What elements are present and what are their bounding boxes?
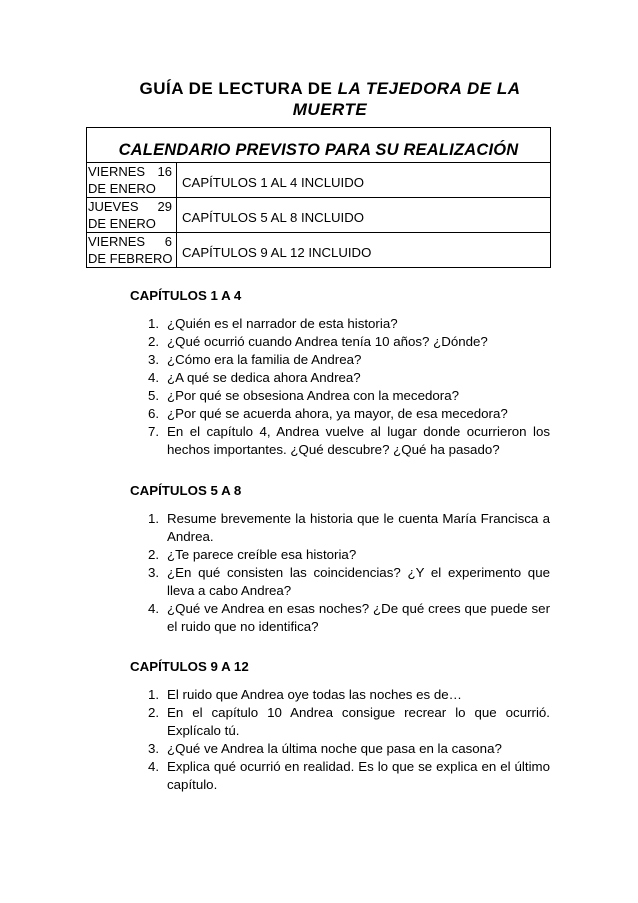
question-item bbox=[130, 704, 550, 740]
question-text: ¿Quién es el narrador de esta historia? bbox=[167, 316, 398, 331]
date-number: 6 bbox=[164, 234, 172, 249]
date-month: DE ENERO bbox=[88, 216, 156, 231]
question-number: 3. bbox=[148, 352, 160, 367]
schedule-row bbox=[87, 198, 551, 233]
book-title: LA TEJEDORA DE LA MUERTE bbox=[292, 79, 521, 119]
section-heading: CAPÍTULOS 5 A 8 bbox=[130, 483, 242, 498]
question-text: ¿Qué ocurrió cuando Andrea tenía 10 años? ¿Dónde? bbox=[167, 334, 488, 349]
question-text: En el capítulo 10 Andrea consigue recrear lo que ocurrió. Explícalo tú. bbox=[167, 705, 550, 738]
section-heading: CAPÍTULOS 9 A 12 bbox=[130, 659, 249, 674]
question-item bbox=[130, 333, 550, 351]
question-text: ¿En qué consisten las coincidencias? ¿Y el experimento que lleva a cabo Andrea? bbox=[167, 565, 550, 598]
date-day: VIERNES bbox=[88, 234, 146, 249]
date-month: DE FEBRERO bbox=[88, 251, 173, 266]
schedule-chapters: CAPÍTULOS 5 AL 8 INCLUIDO bbox=[177, 198, 551, 233]
question-item bbox=[130, 686, 550, 704]
question-text: ¿Por qué se acuerda ahora, ya mayor, de esa mecedora? bbox=[167, 406, 508, 421]
title-prefix: GUÍA DE LECTURA DE bbox=[139, 79, 338, 98]
question-number: 7. bbox=[148, 424, 160, 439]
date-number: 29 bbox=[157, 199, 172, 214]
schedule-chapters: CAPÍTULOS 9 AL 12 INCLUIDO bbox=[177, 233, 551, 268]
question-number: 4. bbox=[148, 601, 160, 616]
question-text: ¿A qué se dedica ahora Andrea? bbox=[167, 370, 361, 385]
question-item bbox=[130, 758, 550, 794]
question-text: Explica qué ocurrió en realidad. Es lo que se explica en el último capítulo. bbox=[167, 759, 550, 792]
section-heading: CAPÍTULOS 1 A 4 bbox=[130, 288, 242, 303]
question-number: 3. bbox=[148, 565, 160, 580]
schedule-table bbox=[86, 127, 551, 268]
question-number: 1. bbox=[148, 687, 160, 702]
question-text: ¿Te parece creíble esa historia? bbox=[167, 547, 357, 562]
date-number: 16 bbox=[157, 164, 172, 179]
section-chapters-9-12 bbox=[130, 658, 550, 794]
section-chapters-1-4 bbox=[130, 287, 550, 459]
question-number: 4. bbox=[148, 759, 160, 774]
question-number: 6. bbox=[148, 406, 160, 421]
question-text: ¿Cómo era la familia de Andrea? bbox=[167, 352, 362, 367]
question-number: 1. bbox=[148, 511, 160, 526]
question-text: ¿Qué ve Andrea la última noche que pasa en la casona? bbox=[167, 741, 502, 756]
question-number: 2. bbox=[148, 705, 160, 720]
question-text: Resume brevemente la historia que le cuenta María Francisca a Andrea. bbox=[167, 511, 550, 544]
question-number: 2. bbox=[148, 547, 160, 562]
schedule-header: CALENDARIO PREVISTO PARA SU REALIZACIÓN bbox=[87, 128, 551, 163]
question-list bbox=[130, 315, 550, 459]
document-title bbox=[120, 78, 540, 120]
question-item bbox=[130, 315, 550, 333]
question-list bbox=[130, 510, 550, 636]
schedule-header-row bbox=[87, 128, 551, 163]
section-chapters-5-8 bbox=[130, 482, 550, 636]
question-item bbox=[130, 564, 550, 600]
question-number: 4. bbox=[148, 370, 160, 385]
question-text: ¿Por qué se obsesiona Andrea con la mecedora? bbox=[167, 388, 459, 403]
question-item bbox=[130, 546, 550, 564]
question-number: 3. bbox=[148, 741, 160, 756]
schedule-date bbox=[87, 233, 177, 268]
schedule-row bbox=[87, 233, 551, 268]
question-number: 5. bbox=[148, 388, 160, 403]
date-day: VIERNES bbox=[88, 164, 146, 179]
question-number: 2. bbox=[148, 334, 160, 349]
date-day: JUEVES bbox=[88, 199, 139, 214]
question-item bbox=[130, 369, 550, 387]
schedule-date bbox=[87, 163, 177, 198]
question-item bbox=[130, 510, 550, 546]
schedule-date bbox=[87, 198, 177, 233]
question-number: 1. bbox=[148, 316, 160, 331]
question-item bbox=[130, 405, 550, 423]
question-item bbox=[130, 351, 550, 369]
question-text: En el capítulo 4, Andrea vuelve al lugar donde ocurrieron los hechos importantes. ¿Qué descubre? ¿Qué ha pasado? bbox=[167, 424, 550, 457]
question-item bbox=[130, 387, 550, 405]
question-text: El ruido que Andrea oye todas las noches es de… bbox=[167, 687, 462, 702]
date-month: DE ENERO bbox=[88, 181, 156, 196]
question-item bbox=[130, 740, 550, 758]
question-list bbox=[130, 686, 550, 794]
schedule-row bbox=[87, 163, 551, 198]
question-item bbox=[130, 423, 550, 459]
question-item bbox=[130, 600, 550, 636]
schedule-chapters: CAPÍTULOS 1 AL 4 INCLUIDO bbox=[177, 163, 551, 198]
question-text: ¿Qué ve Andrea en esas noches? ¿De qué crees que puede ser el ruido que no identifica? bbox=[167, 601, 550, 634]
